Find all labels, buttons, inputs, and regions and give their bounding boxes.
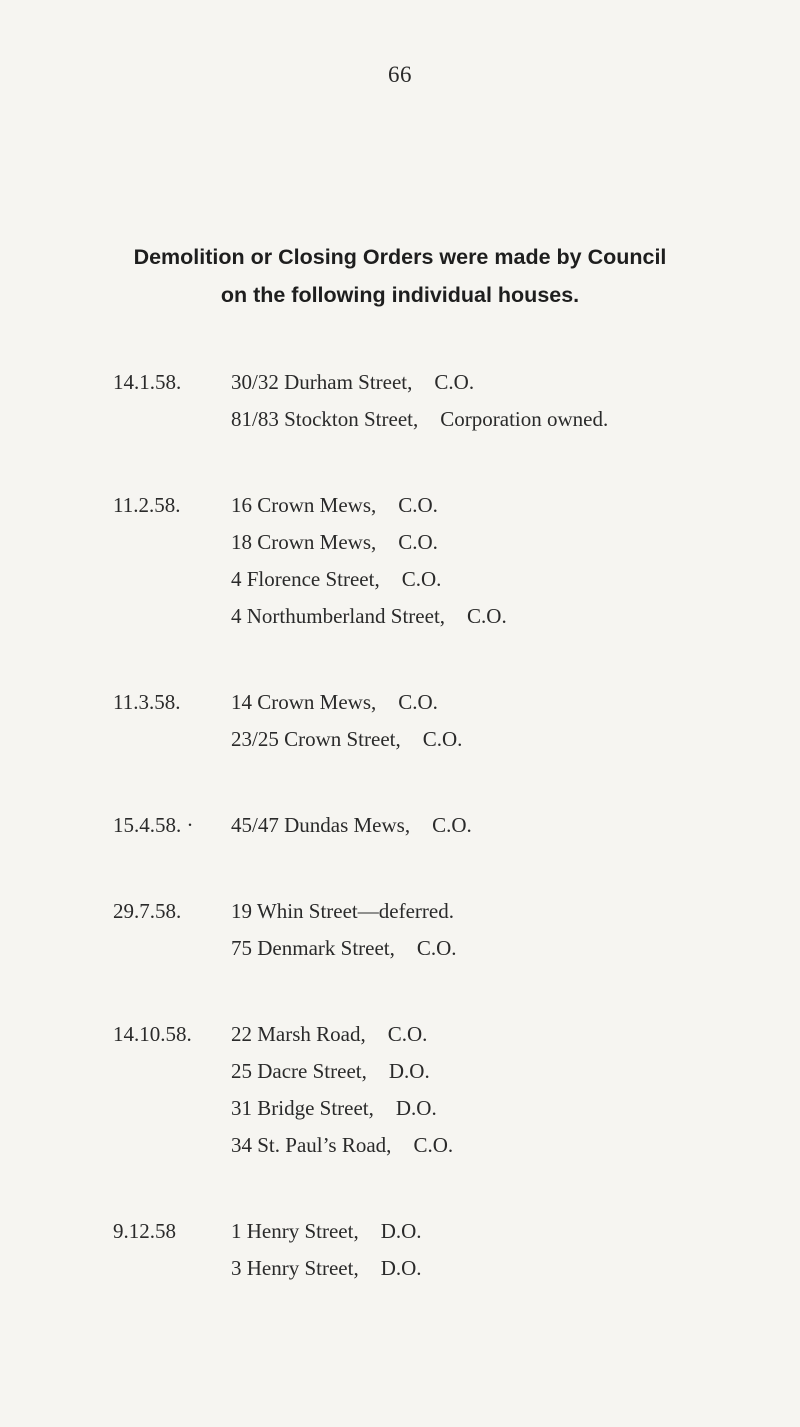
entry-date: 11.2.58.	[113, 493, 181, 517]
entry-group	[0, 684, 800, 758]
order-status: C.O.	[413, 1133, 454, 1157]
entry-addresses	[231, 1016, 800, 1164]
address-line	[231, 893, 800, 930]
address-line	[231, 684, 800, 721]
address-text: 45/47 Dundas Mews,	[231, 813, 411, 837]
address-text: 14 Crown Mews,	[231, 690, 377, 714]
entry-date: 14.10.58.	[113, 1022, 192, 1046]
address-line	[231, 1213, 800, 1250]
address-text: 18 Crown Mews,	[231, 530, 377, 554]
order-status: D.O.	[380, 1256, 422, 1280]
entry-addresses	[231, 893, 800, 967]
order-status: C.O.	[398, 690, 438, 714]
address-text: 30/32 Durham Street,	[231, 370, 413, 394]
order-status: C.O.	[401, 567, 442, 591]
address-text: 4 Florence Street,	[231, 567, 380, 591]
address-text: 31 Bridge Street,	[231, 1096, 374, 1120]
address-text: 4 Northumberland Street,	[231, 604, 446, 628]
address-text: 75 Denmark Street,	[231, 936, 395, 960]
entry-date: 11.3.58.	[113, 690, 181, 714]
order-status: C.O.	[422, 727, 463, 751]
entry-date: 15.4.58. ·	[113, 813, 194, 837]
order-entries	[0, 364, 800, 1336]
entry-addresses	[231, 684, 800, 758]
order-status: C.O.	[434, 370, 475, 394]
order-status: D.O.	[388, 1059, 430, 1083]
address-line	[231, 401, 800, 438]
entry-group	[0, 1016, 800, 1164]
address-line	[231, 930, 800, 967]
address-line	[231, 487, 800, 524]
address-line	[231, 721, 800, 758]
entry-addresses	[231, 807, 800, 844]
page-heading	[0, 238, 800, 314]
entry-group	[0, 487, 800, 635]
address-line	[231, 1016, 800, 1053]
address-text: 3 Henry Street,	[231, 1256, 359, 1280]
order-status: C.O.	[432, 813, 472, 837]
address-text: 19 Whin Street—deferred.	[231, 899, 454, 923]
order-status: D.O.	[380, 1219, 422, 1243]
address-line	[231, 1090, 800, 1127]
entry-group	[0, 893, 800, 967]
address-text: 34 St. Paul’s Road,	[231, 1133, 392, 1157]
heading-line-2: on the following individual houses.	[220, 283, 580, 307]
address-line	[231, 807, 800, 844]
address-text: 22 Marsh Road,	[231, 1022, 366, 1046]
entry-date: 9.12.58	[113, 1219, 176, 1243]
entry-group	[0, 807, 800, 844]
address-text: 16 Crown Mews,	[231, 493, 377, 517]
address-text: 25 Dacre Street,	[231, 1059, 367, 1083]
entry-group	[0, 1213, 800, 1287]
address-line	[231, 1127, 800, 1164]
order-status: C.O.	[398, 493, 438, 517]
entry-date: 14.1.58.	[113, 370, 182, 394]
heading-line-1: Demolition or Closing Orders were made by Council	[133, 245, 667, 269]
address-line	[231, 598, 800, 635]
entry-date: 29.7.58.	[113, 899, 182, 923]
order-status: C.O.	[467, 604, 507, 628]
address-text: 1 Henry Street,	[231, 1219, 359, 1243]
entry-group	[0, 364, 800, 438]
address-text: 81/83 Stockton Street,	[231, 407, 419, 431]
entry-addresses	[231, 1213, 800, 1287]
address-line	[231, 1053, 800, 1090]
address-line	[231, 524, 800, 561]
entry-addresses	[231, 487, 800, 635]
order-status: C.O.	[416, 936, 457, 960]
order-status: C.O.	[398, 530, 438, 554]
order-status: D.O.	[395, 1096, 437, 1120]
order-status: C.O.	[387, 1022, 428, 1046]
order-status: Corporation owned.	[440, 407, 609, 431]
address-line	[231, 561, 800, 598]
address-line	[231, 364, 800, 401]
entry-addresses	[231, 364, 800, 438]
page-number: 66	[388, 62, 412, 87]
address-line	[231, 1250, 800, 1287]
address-text: 23/25 Crown Street,	[231, 727, 401, 751]
